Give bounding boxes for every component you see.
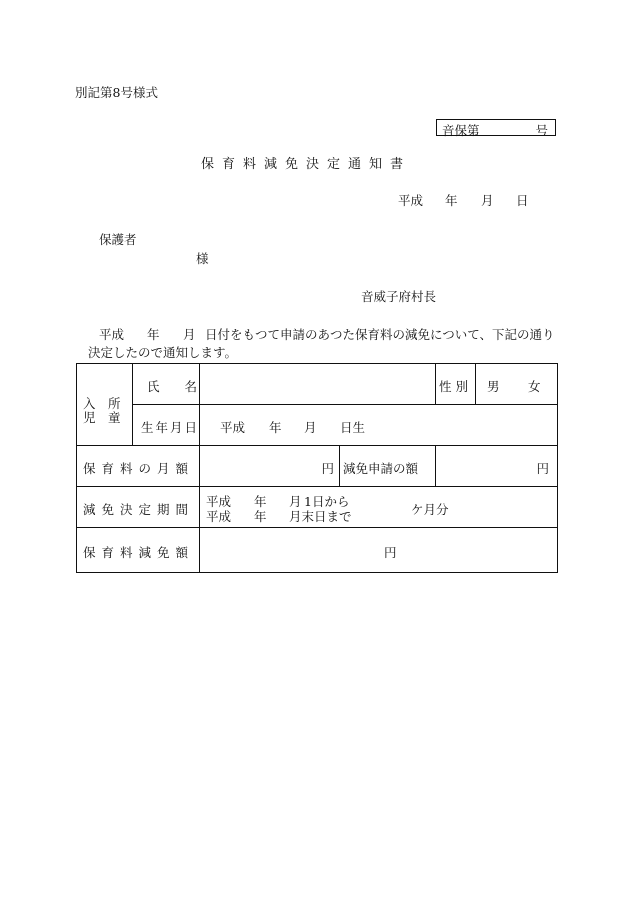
sex-value-cell: [476, 364, 558, 405]
period-from-era: 平成: [206, 494, 232, 509]
months-unit: ケ月分: [411, 502, 449, 517]
reduction-value-cell: [200, 528, 558, 573]
reduction-label-cell: [77, 528, 200, 573]
monthly-fee-value-cell: [200, 446, 340, 487]
date-era: 平成: [398, 193, 424, 208]
birth-label: 生年月日: [141, 420, 200, 435]
birth-era: 平成: [220, 420, 246, 435]
period-from-month: 月: [289, 494, 302, 509]
period-to-year: 年: [254, 509, 267, 524]
decision-table: [76, 363, 558, 573]
table-row: [77, 364, 558, 405]
monthly-fee-label-cell: [77, 446, 200, 487]
body-year: 年: [147, 327, 160, 342]
date-day: 日: [516, 193, 529, 208]
table-row: [77, 528, 558, 573]
document-title: 保育料減免決定通知書: [201, 157, 412, 172]
request-value-cell: [436, 446, 558, 487]
birth-label-cell: [133, 405, 200, 446]
child-group-label-line1: 入 所: [83, 396, 121, 411]
period-value-cell: [200, 487, 558, 528]
request-amount-label: 減免申請の額: [343, 461, 419, 476]
form-number: 別記第8号様式: [75, 85, 158, 100]
name-value-cell: [200, 364, 436, 405]
period-label: 減免決定期間: [83, 502, 195, 517]
sex-label: 性 別: [439, 379, 468, 394]
monthly-fee-unit: 円: [321, 461, 334, 476]
birth-value-cell: [200, 405, 558, 446]
period-to-month: 月末日まで: [289, 509, 352, 524]
period-to-era: 平成: [206, 509, 232, 524]
table-row: [77, 446, 558, 487]
guardian-label: 保護者: [99, 232, 137, 247]
issuer-name: 音威子府村長: [361, 289, 437, 304]
document-number-suffix: 号: [535, 123, 548, 138]
body-line2: 決定したので通知します。: [88, 345, 238, 360]
document-number-prefix: 音保第: [442, 123, 480, 138]
birth-year: 年: [269, 420, 282, 435]
table-row: [77, 487, 558, 528]
period-from-day: 1日から: [304, 494, 350, 509]
child-group-label-line2: 児 童: [83, 410, 121, 425]
sex-label-cell: [436, 364, 476, 405]
body-month: 月: [183, 327, 196, 342]
reduction-amount-unit: 円: [384, 545, 397, 560]
document-number-box: [436, 119, 556, 136]
body-line1: 日付をもつて申請のあつた保育料の減免について、下記の通り: [205, 327, 555, 342]
period-from-year: 年: [254, 494, 267, 509]
date-month: 月: [481, 193, 494, 208]
monthly-fee-label: 保育料の月額: [83, 461, 195, 476]
date-year: 年: [445, 193, 458, 208]
body-era: 平成: [99, 327, 125, 342]
birth-day: 日生: [340, 420, 366, 435]
request-label-cell: [340, 446, 436, 487]
birth-month: 月: [304, 420, 317, 435]
name-label-cell: [133, 364, 200, 405]
period-label-cell: [77, 487, 200, 528]
request-amount-unit: 円: [536, 461, 549, 476]
name-label: 氏 名: [147, 379, 198, 394]
honorific-label: 様: [196, 251, 209, 266]
sex-female: 女: [528, 379, 541, 394]
reduction-amount-label: 保育料減免額: [83, 545, 195, 560]
sex-male: 男: [487, 379, 500, 394]
table-row: [77, 405, 558, 446]
child-group-cell: [77, 364, 133, 446]
